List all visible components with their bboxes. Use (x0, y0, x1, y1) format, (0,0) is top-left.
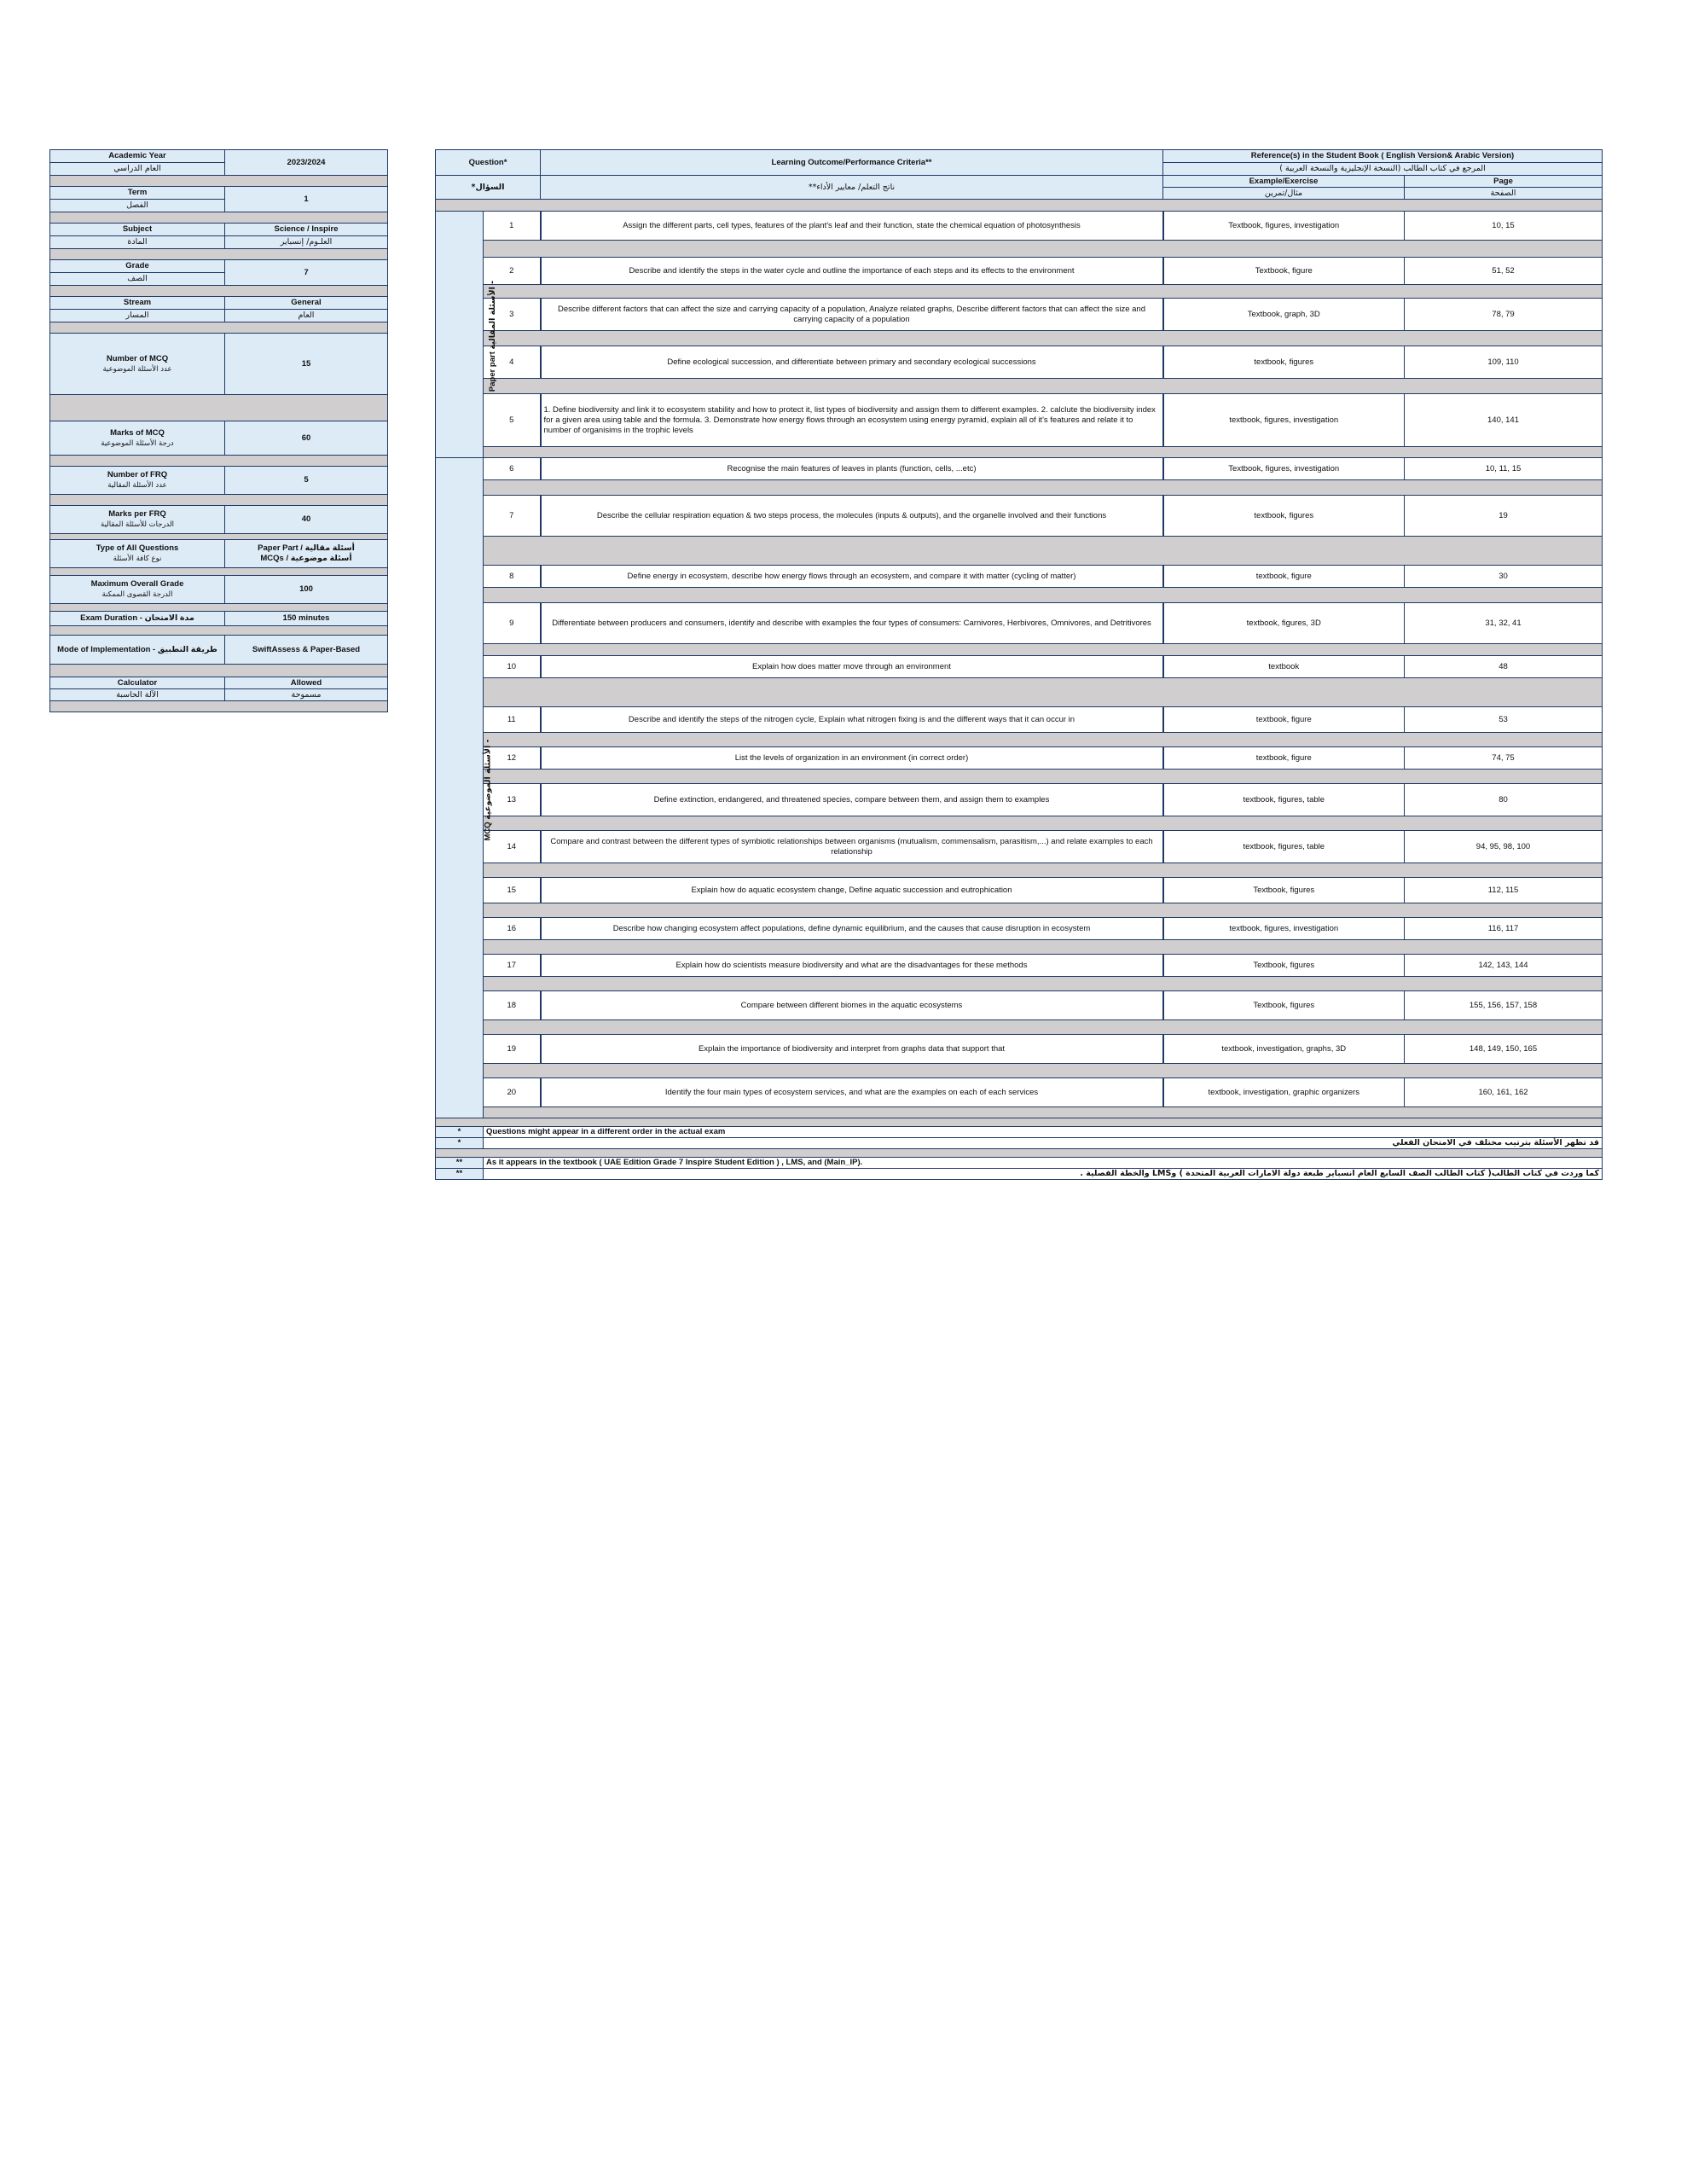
calc-label-ar: الآلة الحاسبة (50, 689, 225, 701)
reference-example: Textbook, figures (1163, 878, 1405, 903)
academic-year-label-ar: العام الدراسي (50, 163, 225, 176)
reference-example: Textbook, figures, investigation (1163, 458, 1405, 480)
row-spacer (436, 977, 1603, 991)
spacer (436, 1149, 1603, 1158)
reference-page: 160, 161, 162 (1405, 1078, 1603, 1107)
subject-label: Subject (50, 224, 225, 236)
subject-value: Science / Inspire (225, 224, 388, 236)
learning-outcome: Define extinction, endangered, and threatened species, compare between them, and assign them to examples (541, 784, 1163, 816)
question-number: 1 (484, 212, 541, 241)
question-row (436, 496, 1603, 537)
type-label-en: Type of All Questions (96, 543, 179, 553)
question-number: 10 (484, 656, 541, 678)
question-row (436, 603, 1603, 644)
spacer (50, 495, 388, 506)
calc-label: Calculator (50, 677, 225, 689)
spacer (50, 249, 388, 260)
grade-label-ar: الصف (50, 273, 225, 286)
question-row (436, 784, 1603, 816)
academic-year-label: Academic Year (50, 150, 225, 163)
num-mcq-label (50, 334, 225, 395)
question-row (436, 566, 1603, 588)
question-row (436, 707, 1603, 733)
question-row (436, 258, 1603, 285)
spacer (50, 534, 388, 540)
footnote-row (436, 1138, 1603, 1149)
type-value-1: Paper Part / أسئلة مقالية (258, 543, 355, 553)
type-value-2: MCQs / أسئلة موضوعية (260, 554, 352, 563)
spacer (50, 176, 388, 187)
reference-example: Textbook, figure (1163, 258, 1405, 285)
max-grade-value: 100 (225, 576, 388, 604)
question-number: 13 (484, 784, 541, 816)
question-number: 7 (484, 496, 541, 537)
reference-page: 48 (1405, 656, 1603, 678)
mode-label: Mode of Implementation - طريقة التطبيق (50, 636, 225, 665)
question-row (436, 991, 1603, 1020)
reference-page: 10, 11, 15 (1405, 458, 1603, 480)
reference-example: textbook (1163, 656, 1405, 678)
spacer (50, 212, 388, 224)
learning-outcome: Define energy in ecosystem, describe how energy flows through an ecosystem, and compare it with matter (cycling of matter) (541, 566, 1163, 588)
reference-page: 78, 79 (1405, 299, 1603, 331)
question-number: 4 (484, 346, 541, 379)
spacer (484, 1107, 1603, 1118)
num-frq-label-ar: عدد الأسئلة المقالية (107, 481, 167, 490)
learning-outcome: Compare and contrast between the different types of symbiotic relationships between organisms (mutualism, commensalism, parasitism,...) and relate examples to each relationship (541, 831, 1163, 863)
row-spacer (436, 480, 1603, 496)
row-spacer (436, 447, 1603, 458)
marks-mcq-label (50, 421, 225, 456)
stream-label-ar: المسار (50, 310, 225, 322)
num-mcq-label-en: Number of MCQ (106, 353, 169, 363)
spacer (484, 379, 1603, 394)
reference-page: 31, 32, 41 (1405, 603, 1603, 644)
reference-page: 30 (1405, 566, 1603, 588)
paper-part-label-en: Paper part (488, 351, 498, 392)
reference-page: 80 (1405, 784, 1603, 816)
footnote-marker: * (436, 1138, 484, 1149)
footnote-row (436, 1169, 1603, 1180)
learning-outcome: Recognise the main features of leaves in plants (function, cells, ...etc) (541, 458, 1163, 480)
term-label-ar: الفصل (50, 200, 225, 212)
question-number: 20 (484, 1078, 541, 1107)
row-spacer (436, 241, 1603, 258)
spacer (484, 863, 1603, 878)
spacer (484, 977, 1603, 991)
spacer (50, 604, 388, 612)
row-spacer (436, 537, 1603, 566)
exam-specification-table (435, 149, 1603, 1180)
question-row (436, 918, 1603, 940)
spacer (484, 480, 1603, 496)
spacer (484, 733, 1603, 747)
learning-outcome: Describe different factors that can affect the size and carrying capacity of a population, Analyze related graphs, Describe different factors that can affect the size and carrying capacity of a population (541, 299, 1163, 331)
learning-outcome: Describe how changing ecosystem affect populations, define dynamic equilibrium, and the causes that cause disruption in ecosystem (541, 918, 1163, 940)
num-frq-label (50, 467, 225, 495)
row-spacer (436, 1118, 1603, 1127)
footnote-text: As it appears in the textbook ( UAE Edition Grade 7 Inspire Student Edition ) , LMS, and (Main_IP). (484, 1158, 1603, 1169)
row-spacer (436, 644, 1603, 656)
spacer (484, 537, 1603, 566)
footnote-text: قد تظهر الأسئلة بترتيب مختلف في الامتحان الفعلي (484, 1138, 1603, 1149)
row-spacer (436, 285, 1603, 299)
footnote-text: Questions might appear in a different order in the actual exam (484, 1127, 1603, 1138)
spacer (484, 1020, 1603, 1035)
question-number: 2 (484, 258, 541, 285)
learning-outcome: Identify the four main types of ecosystem services, and what are the examples on each of each services (541, 1078, 1163, 1107)
grade-value: 7 (225, 260, 388, 286)
learning-outcome: Explain the importance of biodiversity and interpret from graphs data that support that (541, 1035, 1163, 1064)
reference-page: 148, 149, 150, 165 (1405, 1035, 1603, 1064)
learning-outcome: Describe and identify the steps in the water cycle and outline the importance of each steps and its effects to the environment (541, 258, 1163, 285)
learning-outcome: Define ecological succession, and differentiate between primary and secondary ecological successions (541, 346, 1163, 379)
duration-value: 150 minutes (225, 612, 388, 626)
reference-page: 142, 143, 144 (1405, 955, 1603, 977)
learning-outcome: Explain how do scientists measure biodiversity and what are the disadvantages for these methods (541, 955, 1163, 977)
row-spacer (436, 816, 1603, 831)
marks-mcq-label-en: Marks of MCQ (110, 427, 165, 438)
footnote-text: كما وردت في كتاب الطالب( كتاب الطالب الصف السابع العام انسباير طبعة دولة الامارات العربية المتحدة ) وLMS والخطة الفصلية . (484, 1169, 1603, 1180)
reference-page: 109, 110 (1405, 346, 1603, 379)
reference-example: textbook, investigation, graphic organizers (1163, 1078, 1405, 1107)
term-value: 1 (225, 187, 388, 212)
reference-example: textbook, figure (1163, 566, 1405, 588)
reference-page: 116, 117 (1405, 918, 1603, 940)
spacer (484, 816, 1603, 831)
row-spacer (436, 940, 1603, 955)
reference-example: textbook, figures, investigation (1163, 394, 1405, 447)
row-spacer (436, 733, 1603, 747)
question-row (436, 394, 1603, 447)
reference-example: Textbook, graph, 3D (1163, 299, 1405, 331)
spacer (50, 701, 388, 712)
reference-example: textbook, figure (1163, 747, 1405, 770)
question-row (436, 299, 1603, 331)
spacer (484, 770, 1603, 784)
spacer (484, 1064, 1603, 1078)
stream-value-ar: العام (225, 310, 388, 322)
question-row (436, 346, 1603, 379)
example-header-ar: مثال/تمرين (1163, 188, 1405, 200)
reference-page: 74, 75 (1405, 747, 1603, 770)
spacer (50, 626, 388, 636)
question-row (436, 212, 1603, 241)
reference-example: textbook, figures, investigation (1163, 918, 1405, 940)
reference-page: 10, 15 (1405, 212, 1603, 241)
footnote-marker: * (436, 1127, 484, 1138)
question-number: 17 (484, 955, 541, 977)
question-number: 6 (484, 458, 541, 480)
reference-example: Textbook, figures (1163, 955, 1405, 977)
academic-year-value: 2023/2024 (225, 150, 388, 176)
reference-page: 53 (1405, 707, 1603, 733)
reference-page: 112, 115 (1405, 878, 1603, 903)
learning-outcome: Explain how do aquatic ecosystem change, Define aquatic succession and eutrophication (541, 878, 1163, 903)
mcq-label-ar: الأسئلة الموضوعية - (483, 739, 493, 820)
row-spacer (436, 588, 1603, 603)
marks-frq-value: 40 (225, 506, 388, 534)
question-header: Question* (436, 150, 541, 176)
spacer (50, 665, 388, 677)
subject-value-ar: العلـوم/ إنسباير (225, 236, 388, 249)
question-row (436, 1078, 1603, 1107)
mcq-label-en: MCQ (483, 821, 493, 840)
page-header-ar: الصفحة (1405, 188, 1603, 200)
question-number: 12 (484, 747, 541, 770)
question-number: 14 (484, 831, 541, 863)
num-mcq-label-ar: عدد الأسئلة الموضوعية (102, 364, 172, 374)
example-header: Example/Exercise (1163, 176, 1405, 188)
type-value (225, 540, 388, 568)
stream-value: General (225, 297, 388, 310)
reference-header: Reference(s) in the Student Book ( English Version& Arabic Version) (1163, 150, 1603, 163)
reference-page: 140, 141 (1405, 394, 1603, 447)
learning-outcome: Differentiate between producers and consumers, identify and describe with examples the four types of consumers: Carnivores, Herbivores, Omnivores, and Detritivores (541, 603, 1163, 644)
spacer (484, 447, 1603, 458)
footnote-marker: ** (436, 1169, 484, 1180)
row-spacer (436, 770, 1603, 784)
row-spacer (436, 678, 1603, 707)
question-number: 5 (484, 394, 541, 447)
question-number: 3 (484, 299, 541, 331)
learning-outcome: Compare between different biomes in the aquatic ecosystems (541, 991, 1163, 1020)
mode-value: SwiftAssess & Paper-Based (225, 636, 388, 665)
page-header: Page (1405, 176, 1603, 188)
reference-page: 51, 52 (1405, 258, 1603, 285)
reference-example: Textbook, figures, investigation (1163, 212, 1405, 241)
question-row (436, 747, 1603, 770)
max-grade-label-en: Maximum Overall Grade (90, 579, 184, 589)
duration-label: Exam Duration - مدة الامتحان (50, 612, 225, 626)
marks-frq-label (50, 506, 225, 534)
question-row (436, 831, 1603, 863)
paper-part-section-label (436, 212, 498, 458)
paper-part-label-ar: الأسئلة المقالية - (488, 280, 498, 350)
row-spacer (436, 903, 1603, 918)
question-number: 9 (484, 603, 541, 644)
learning-outcome: List the levels of organization in an environment (in correct order) (541, 747, 1163, 770)
footnote-row (436, 1127, 1603, 1138)
spacer (484, 903, 1603, 918)
exam-info-table (49, 149, 388, 712)
stream-label: Stream (50, 297, 225, 310)
question-row (436, 656, 1603, 678)
question-number: 16 (484, 918, 541, 940)
max-grade-label-ar: الدرجة القصوى الممكنة (101, 590, 173, 599)
type-label (50, 540, 225, 568)
row-spacer (436, 1064, 1603, 1078)
reference-header-ar: المرجع في كتاب الطالب (النسخة الإنجليزية والنسخة العربية ) (1163, 163, 1603, 176)
learning-outcome: Assign the different parts, cell types, features of the plant's leaf and their function, state the chemical equation of photosynthesis (541, 212, 1163, 241)
question-number: 11 (484, 707, 541, 733)
calc-value-ar: مسموحة (225, 689, 388, 701)
grade-label: Grade (50, 260, 225, 273)
spacer (50, 395, 388, 421)
reference-page: 155, 156, 157, 158 (1405, 991, 1603, 1020)
type-label-ar: نوع كافة الأسئلة (113, 555, 162, 563)
learning-outcome: Describe the cellular respiration equation & two steps process, the molecules (inputs & outputs), and the organelle involved and their functions (541, 496, 1163, 537)
marks-frq-label-ar: الدرجات للأسئلة المقالية (101, 520, 174, 529)
question-number: 19 (484, 1035, 541, 1064)
spacer (484, 285, 1603, 299)
spacer (484, 940, 1603, 955)
question-row (436, 458, 1603, 480)
spacer (436, 1118, 1603, 1127)
lo-header: Learning Outcome/Performance Criteria** (541, 150, 1163, 176)
mcq-section-label (436, 458, 493, 1118)
question-row (436, 1035, 1603, 1064)
row-spacer (436, 379, 1603, 394)
num-mcq-value: 15 (225, 334, 388, 395)
term-label: Term (50, 187, 225, 200)
question-number: 18 (484, 991, 541, 1020)
spacer (484, 644, 1603, 656)
footnote-marker: ** (436, 1158, 484, 1169)
row-spacer (436, 1020, 1603, 1035)
reference-example: Textbook, figures (1163, 991, 1405, 1020)
reference-example: textbook, figures (1163, 346, 1405, 379)
subject-label-ar: المادة (50, 236, 225, 249)
learning-outcome: 1. Define biodiversity and link it to ecosystem stability and how to protect it, list types of biodiversity and assign them to different examples. 2. calclute the biodiversity index for a given area using table and the formula. 3. Demonstrate how energy flows through an ecosystem using energy pyramid, explain all of it's features and relate it to number of organisims in the trophic levels (541, 394, 1163, 447)
spacer (50, 322, 388, 334)
marks-mcq-label-ar: درجة الأسئلة الموضوعية (101, 439, 174, 448)
row-spacer (436, 331, 1603, 346)
marks-frq-label-en: Marks per FRQ (108, 509, 166, 519)
spacer (50, 568, 388, 576)
spacer (436, 200, 1603, 212)
spacer (484, 241, 1603, 258)
footnote-row (436, 1158, 1603, 1169)
spacer (484, 331, 1603, 346)
question-row (436, 955, 1603, 977)
lo-header-ar: ناتج التعلم/ معايير الأداء** (541, 176, 1163, 200)
learning-outcome: Explain how does matter move through an environment (541, 656, 1163, 678)
spacer (484, 678, 1603, 707)
question-number: 15 (484, 878, 541, 903)
calc-value: Allowed (225, 677, 388, 689)
row-spacer (436, 863, 1603, 878)
question-header-ar: السؤال* (436, 176, 541, 200)
marks-mcq-value: 60 (225, 421, 388, 456)
max-grade-label (50, 576, 225, 604)
spacer (50, 286, 388, 297)
learning-outcome: Describe and identify the steps of the nitrogen cycle, Explain what nitrogen fixing is and the different ways that it can occur in (541, 707, 1163, 733)
reference-example: textbook, figure (1163, 707, 1405, 733)
reference-page: 19 (1405, 496, 1603, 537)
question-number: 8 (484, 566, 541, 588)
reference-example: textbook, figures, table (1163, 784, 1405, 816)
spacer (484, 588, 1603, 603)
reference-example: textbook, investigation, graphs, 3D (1163, 1035, 1405, 1064)
reference-page: 94, 95, 98, 100 (1405, 831, 1603, 863)
num-frq-value: 5 (225, 467, 388, 495)
num-frq-label-en: Number of FRQ (107, 470, 168, 479)
reference-example: textbook, figures, table (1163, 831, 1405, 863)
question-row (436, 878, 1603, 903)
row-spacer (436, 1107, 1603, 1118)
spacer (50, 456, 388, 467)
row-spacer (436, 1149, 1603, 1158)
reference-example: textbook, figures, 3D (1163, 603, 1405, 644)
reference-example: textbook, figures (1163, 496, 1405, 537)
